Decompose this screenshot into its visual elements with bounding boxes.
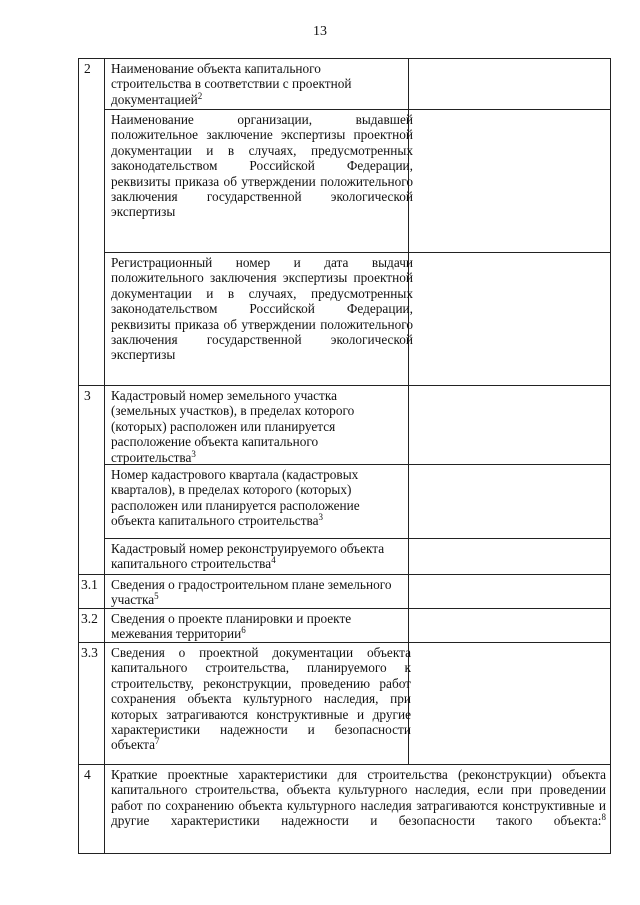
row-number: 3.1 xyxy=(81,577,98,592)
row-number: 4 xyxy=(84,767,91,782)
row-separator-3-1 xyxy=(78,574,611,575)
expertise-registration-label: Регистрационный номер и дата выдачи положительного заключения экспертизы проектной документации и в случаях, предусмотренных законодательством Российской Федерации, реквизиты приказа об утверждении положительного заключения государственной экологической экспертизы xyxy=(111,255,413,363)
row-separator-3 xyxy=(78,385,611,386)
cadastral-land-number-label: Кадастровый номер земельного участка (земельных участков), в пределах которого (которых) расположен или планируется расположение объекта капитального строительства$^3$ xyxy=(111,388,355,465)
table-border-left xyxy=(78,58,79,854)
row-separator-4 xyxy=(78,764,611,765)
project-documentation-label: Сведения о проектной документации объекта капитального строительства, планируемого к строительству, реконструкции, проведению работ сохранения объекта культурного наследия, при которых затрагиваются конструктивные и другие характеристики надежности и безопасности объекта$^7$ xyxy=(111,645,411,753)
number-column-divider xyxy=(104,58,105,854)
cadastral-quarter-number-label: Номер кадастрового квартала (кадастровых кварталов), в пределах которого (которых) расположен или планируется расположение объекта капитального строительства$^3$ xyxy=(111,467,360,529)
row-separator-3-3 xyxy=(78,642,611,643)
row-number: 3.2 xyxy=(81,611,98,626)
row-separator-3-2 xyxy=(78,608,611,609)
table-border-right xyxy=(610,58,611,854)
form-table xyxy=(78,58,611,854)
page-number: 13 xyxy=(313,24,327,39)
row-number: 3.3 xyxy=(81,645,98,660)
row-separator-2b xyxy=(104,109,611,110)
table-border-top xyxy=(78,58,611,59)
object-name-label: Наименование объекта капитального строительства в соответствии с проектной документацией$^2$ xyxy=(111,61,352,107)
row-separator-3c xyxy=(104,538,611,539)
row-number: 2 xyxy=(84,61,91,76)
table-border-bottom xyxy=(78,853,611,854)
row-number: 3 xyxy=(84,388,91,403)
row-separator-2c xyxy=(104,252,611,253)
project-characteristics-label: Краткие проектные характеристики для строительства (реконструкции) объекта капитального строительства, объекта культурного наследия, если при проведении работ по сохранению объекта культурного наследия затрагиваются конструктивные и другие характеристики надежности и безопасности такого объекта:$^8$ xyxy=(111,767,606,829)
expertise-organization-label: Наименование организации, выдавшей положительное заключение экспертизы проектной документации и в случаях, предусмотренных законодательством Российской Федерации, реквизиты приказа об утверждении положительного заключения государственной экологической экспертизы xyxy=(111,112,413,220)
urban-plan-label: Сведения о градостроительном плане земельного участка$^5$ xyxy=(111,577,392,608)
planning-project-label: Сведения о проекте планировки и проекте межевания территории$^6$ xyxy=(111,611,352,642)
reconstructed-object-cadastral-label: Кадастровый номер реконструируемого объекта капитального строительства$^4$ xyxy=(111,541,385,572)
